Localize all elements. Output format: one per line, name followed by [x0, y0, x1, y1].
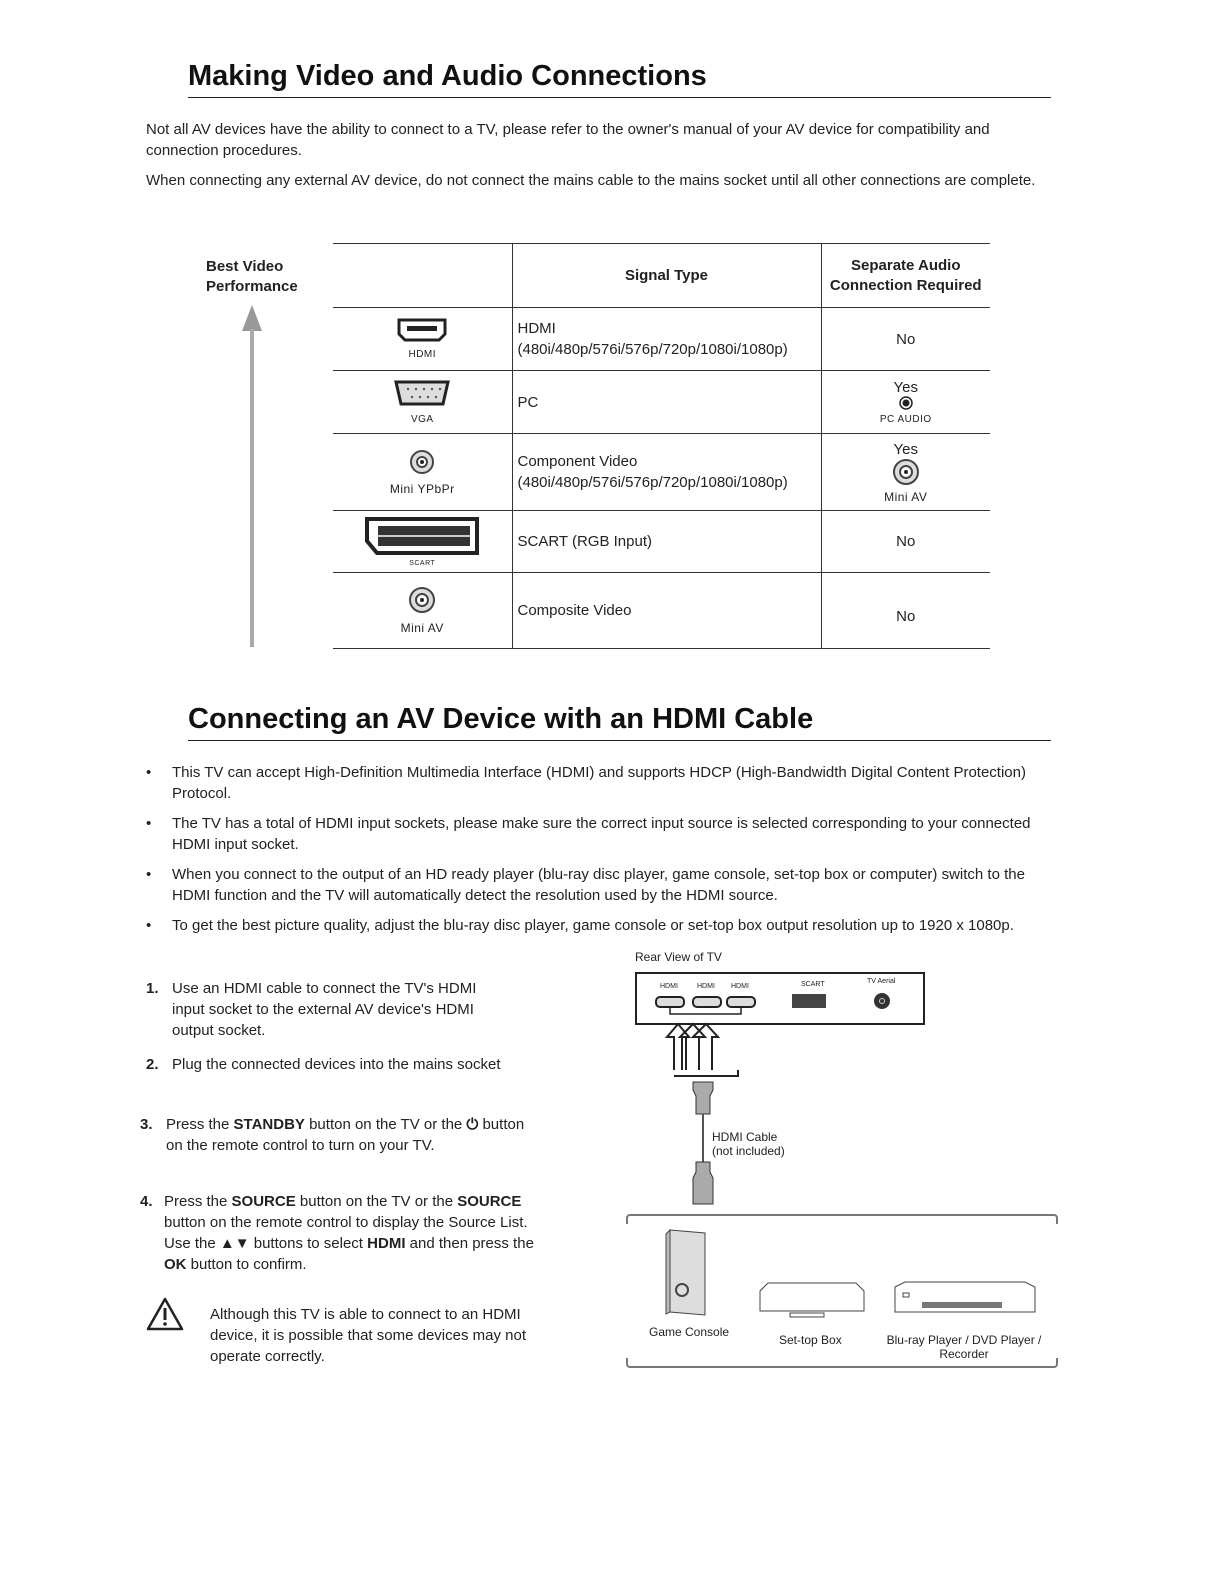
- power-icon: ⏻: [466, 1116, 479, 1133]
- hdmi-plug-icon: [693, 1082, 713, 1114]
- table-row: VGA PC Yes PC AUDIO: [333, 371, 990, 434]
- table-row: Mini YPbPr Component Video (480i/480p/576i/576p/720p/1080i/1080p) Yes Mini AV: [333, 434, 990, 511]
- intro-paragraph: Not all AV devices have the ability to connect to a TV, please refer to the owner's manual of your AV device for compatibility and connection procedures.: [146, 121, 990, 159]
- mini-ypbpr-jack-icon: [409, 449, 435, 475]
- list-item: • To get the best picture quality, adjust the blu-ray disc player, game console or set-top box output resolution up to 1920 x 1080p.: [146, 917, 1014, 934]
- mini-av-jack-icon: [892, 458, 920, 486]
- hdmi-connection-diagram: [630, 990, 930, 1210]
- table-row: SCART SCART (RGB Input) No: [333, 511, 990, 573]
- hdmi-plug-icon: [693, 1162, 713, 1204]
- up-down-arrows-icon: ▲▼: [219, 1235, 250, 1252]
- step-1: 1. Use an HDMI cable to connect the TV's HDMI input socket to the external AV device's HDMI output socket.: [146, 980, 477, 1039]
- hdmi-port-icon: [656, 997, 755, 1007]
- section-title: Making Video and Audio Connections: [188, 60, 1051, 98]
- list-item: • When you connect to the output of an HD ready player (blu-ray disc player, game console, set-top box or computer) switch to the HDMI function and the TV will automatically detect the resolution used by the HDMI source.: [146, 866, 1025, 904]
- set-top-box-icon: [760, 1283, 864, 1317]
- hdmi-cable-label: HDMI Cable (not included): [712, 1130, 785, 1158]
- table-row: Mini AV Composite Video No: [333, 573, 990, 649]
- section-title: Connecting an AV Device with an HDMI Cable: [188, 703, 1051, 741]
- audio-jack-icon: [899, 396, 913, 410]
- list-item: • This TV can accept High-Definition Multimedia Interface (HDMI) and supports HDCP (High-Bandwidth Digital Content Protection) Protocol.: [146, 764, 1026, 802]
- game-console-label: Game Console: [649, 1325, 730, 1339]
- step-2: 2. Plug the connected devices into the mains socket: [146, 1056, 501, 1073]
- list-item: • The TV has a total of HDMI input sockets, please make sure the correct input source is selected corresponding to your connected HDMI input socket.: [146, 815, 1031, 853]
- best-video-label: Best Video Performance: [206, 258, 298, 295]
- warning-triangle-icon: [145, 1296, 185, 1332]
- scart-port-icon: [792, 994, 826, 1008]
- table-row: HDMI HDMI (480i/480p/576i/576p/720p/1080i/1080p) No: [333, 308, 990, 371]
- performance-arrow-icon: [240, 305, 264, 650]
- header-signal-type: Signal Type: [512, 244, 821, 308]
- header-separate-audio: Separate Audio Connection Required: [821, 244, 990, 308]
- warning-note: Although this TV is able to connect to an HDMI device, it is possible that some devices may not operate correctly.: [210, 1306, 526, 1365]
- rear-view-label: Rear View of TV: [635, 950, 722, 964]
- scart-port-icon: [364, 516, 480, 556]
- warning-paragraph: When connecting any external AV device, do not connect the mains cable to the mains socket until all other connections are complete.: [146, 172, 1036, 189]
- mini-av-jack-icon: [408, 586, 436, 614]
- bluray-player-icon: [895, 1282, 1035, 1312]
- vga-port-icon: [394, 379, 450, 407]
- step-4: 4. Press the SOURCE button on the TV or the SOURCE button on the remote control to display the Source List. Use the ▲▼ buttons to select HDMI and then press the OK button to confirm.: [140, 1193, 534, 1273]
- game-console-icon: [666, 1230, 705, 1315]
- step-3: 3. Press the STANDBY button on the TV or the ⏻ button on the remote control to turn on your TV.: [140, 1116, 525, 1154]
- connection-table: [333, 243, 990, 649]
- hdmi-port-icon: [397, 318, 447, 342]
- set-top-box-label: Set-top Box: [779, 1333, 842, 1347]
- bluray-player-label: Blu-ray Player / DVD Player / Recorder: [886, 1333, 1042, 1361]
- tv-aerial-icon: [874, 993, 890, 1009]
